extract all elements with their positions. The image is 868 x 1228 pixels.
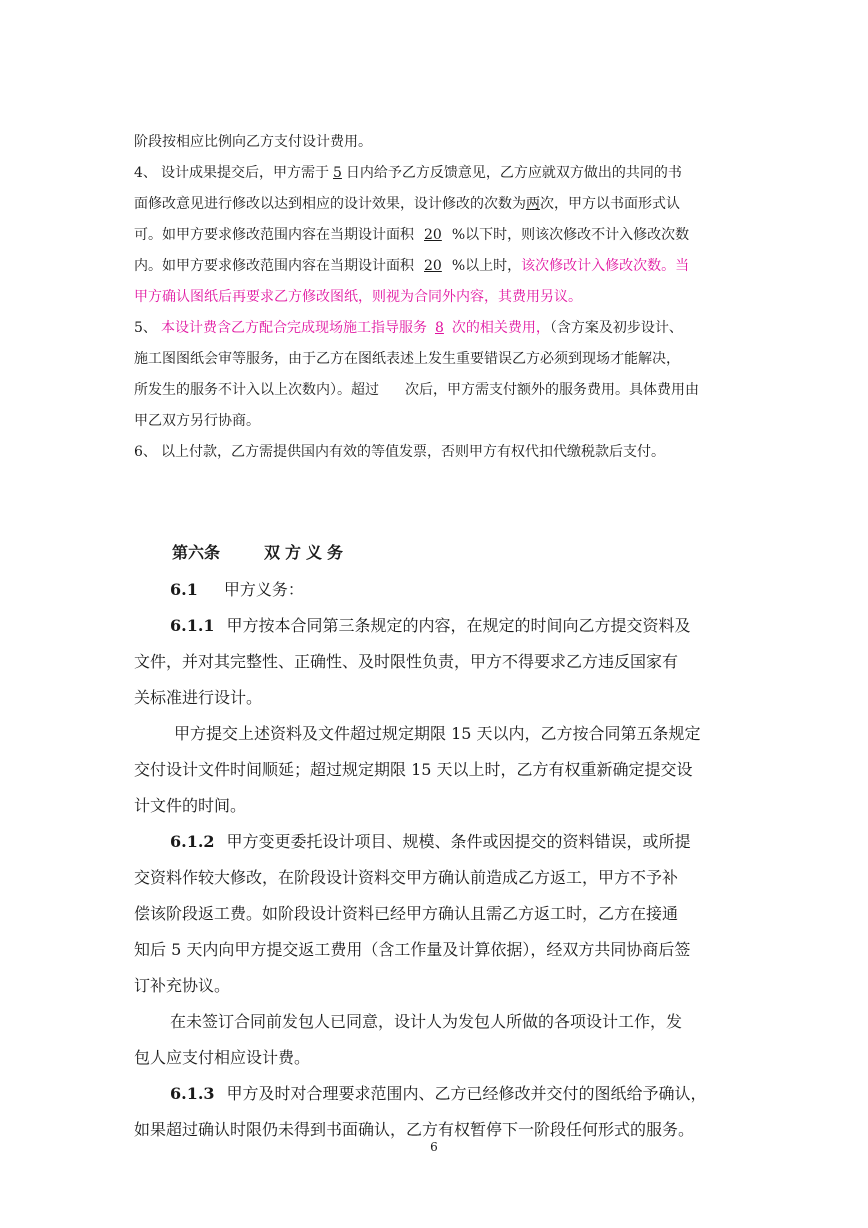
payment-clauses [134, 127, 740, 468]
article-title: 双方义务 [264, 543, 349, 562]
article-label: 第六条 [172, 543, 221, 562]
obligations-section [134, 572, 742, 1148]
page-number: 6 [430, 1140, 438, 1154]
clause-item-5: 5、 本设计费含乙方配合完成现场施工指导服务 8 次的相关费用，（含方案及初步设计、 施工图图纸会审等服务，由于乙方在图纸表述上发生重要错误乙方必须到现场才能解决， 所发生的服务不计入以上次数内）。超过 次后，甲方需支付额外的服务费用。具体费用由 甲乙双方另行协商。 [134, 313, 740, 437]
item-number: 5、 [134, 320, 157, 336]
section-6-1: 6.1 甲方义务： [170, 580, 304, 599]
item-number: 6、 [134, 444, 157, 460]
top-fragment: 阶段按相应比例向乙方支付设计费用。 [134, 134, 372, 150]
blank-field [379, 380, 405, 394]
site-service-count: 8 [435, 320, 444, 336]
revision-times: 两 [526, 196, 540, 212]
section-6-1-3: 6.1.3 甲方及时对合理要求范围内、乙方已经修改并交付的图纸给予确认， 如果超过确认时限仍未得到书面确认，乙方有权暂停下一阶段任何形式的服务。 [134, 1084, 707, 1139]
area-percent-1: 20 [424, 227, 442, 243]
paragraph-6-1-1-b: 甲方提交上述资料及文件超过规定期限 15 天以内，乙方按合同第五条规定 交付设计文件时间顺延；超过规定期限 15 天以上时，乙方有权重新确定提交设 计文件的时间。 [134, 724, 701, 815]
clause-item-4: 4、 设计成果提交后，甲方需于 5 日内给予乙方反馈意见，乙方应就双方做出的共同的书 面修改意见进行修改以达到相应的设计效果，设计修改的次数为两次，甲方以书面形式认 可。如甲方要求修改范围内容在当期设计面积 20 %以下时，则该次修改不计入修改次数 内。如甲方要求修改范围内容在当期设计面积 20 %以上时，该次修改计入修改次数。当 甲方确认图纸后再要求乙方修改图纸，则视为合同外内容，其费用另议。 [134, 158, 740, 313]
area-percent-2: 20 [424, 258, 442, 274]
feedback-days: 5 [333, 165, 342, 181]
paragraph-6-1-2-b: 在未签订合同前发包人已同意，设计人为发包人所做的各项设计工作，发 包人应支付相应设计费。 [134, 1012, 683, 1067]
section-number: 6.1.2 [170, 832, 215, 851]
section-6-1-1: 6.1.1 甲方按本合同第三条规定的内容，在规定的时间向乙方提交资料及 文件，并对其完整性、正确性、及时限性负责，甲方不得要求乙方违反国家有 关标准进行设计。 [134, 616, 691, 707]
section-6-1-2: 6.1.2 甲方变更委托设计项目、规模、条件或因提交的资料错误，或所提 交资料作较大修改，在阶段设计资料交甲方确认前造成乙方返工，甲方不予补 偿该阶段返工费。如阶段设计资料已经甲方确认且需乙方返工时，乙方在接通 知后 5 天内向甲方提交返工费用（含工作量及计算依据），经双方共同协商后签 订补充协议。 [134, 832, 691, 995]
article-heading [172, 535, 348, 571]
section-number: 6.1.3 [170, 1084, 215, 1103]
item-number: 4、 [134, 165, 157, 181]
section-number: 6.1.1 [170, 616, 215, 635]
highlighted-text: 该次修改计入修改次数。当 [521, 258, 690, 274]
clause-item-6: 6、 以上付款，乙方需提供国内有效的等值发票，否则甲方有权代扣代缴税款后支付。 [134, 437, 740, 468]
highlighted-text: 甲方确认图纸后再要求乙方修改图纸，则视为合同外内容，其费用另议。 [134, 289, 582, 305]
